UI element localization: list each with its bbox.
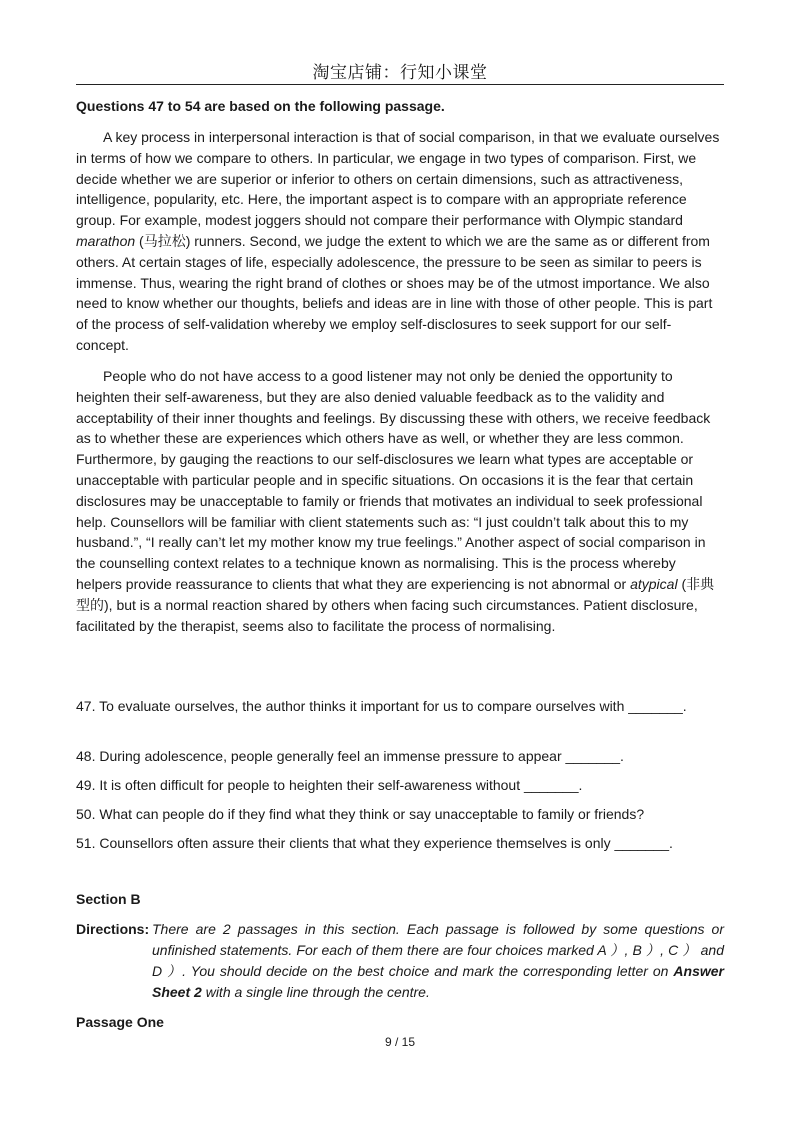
directions-block — [76, 919, 724, 1003]
directions-text — [152, 919, 724, 1003]
paragraph-2-text-before: People who do not have access to a good listener may not only be denied the opportunity to heighten their self-awareness, but they are also denied valuable feedback as to the validity and acceptability of their inner thoughts and feelings. By discussing these with others, we receive feedback as to whether these are experiences which others have as well, or whether they are less common. Furthermore, by gauging the reactions to our self-disclosures we learn what types are acceptable or unacceptable with particular people and in specific situations. On occasions it is the fear that certain disclosures may be unacceptable to family or friends that motivates an individual to seek professional help. Counsellors will be familiar with client statements such as: “I just couldn’t talk about this to my husband.”, “I really can’t let my mother know my true feelings.” Another aspect of social comparison in the counselling context relates to a technique known as normalising. This is the process whereby helpers provide reassurance to clients that what they are experiencing is not abnormal or — [76, 368, 711, 592]
passage-paragraph-2 — [76, 366, 724, 636]
question-49: 49. It is often difficult for people to heighten their self-awareness without _______. — [76, 777, 583, 793]
paragraph-2-text-after: (非典型的), but is a normal reaction shared by others when facing such circumstances. Patient disclosure, facilitated by the therapist, seems also to facilitate the process of normalising. — [76, 575, 715, 634]
paragraph-1-text-after: (马拉松) runners. Second, we judge the extent to which we are the same as or different from others. At certain stages of life, especially adolescence, the pressure to be seen as similar to peers is immense. Thus, wearing the right brand of clothes or shoes may be of the utmost importance. We also need to know whether our thoughts, beliefs and ideas are in line with those of other people. This is part of the process of self-validation whereby we employ self-disclosures to seek support for our self-concept. — [76, 232, 713, 353]
page-header-title: 淘宝店铺：行知小课堂 — [312, 63, 488, 82]
question-50: 50. What can people do if they find what they think or say unacceptable to family or friends? — [76, 806, 645, 822]
directions-text-before: There are 2 passages in this section. Each passage is followed by some questions or unfinished statements. For each of them there are four choices marked A ）, B ）, C ） and D ）. You should decide on the best choice and mark the corresponding letter on — [152, 921, 724, 979]
directions-label: Directions: — [76, 921, 150, 937]
section-b-heading: Section B — [76, 891, 141, 907]
page-number: 9 / 15 — [384, 1035, 416, 1049]
paragraph-2-italic-term: atypical — [630, 575, 678, 592]
question-51: 51. Counsellors often assure their clients that what they experience themselves is only _______. — [76, 835, 673, 851]
questions-heading: Questions 47 to 54 are based on the following passage. — [76, 98, 445, 114]
paragraph-1-italic-term: marathon — [76, 232, 136, 249]
header-divider — [76, 84, 724, 85]
passage-one-heading: Passage One — [76, 1014, 164, 1030]
question-47: 47. To evaluate ourselves, the author thinks it important for us to compare ourselves with _______. — [76, 698, 687, 714]
answer-sheet-reference: Answer Sheet 2 — [152, 963, 724, 1000]
question-48: 48. During adolescence, people generally feel an immense pressure to appear _______. — [76, 748, 624, 764]
directions-text-after: with a single line through the centre. — [201, 984, 430, 1000]
paragraph-1-text-before: A key process in interpersonal interaction is that of social comparison, in that we evaluate ourselves in terms of how we compare to others. In particular, we engage in two types of comparison. First, we decide whether we are superior or inferior to others on certain dimensions, such as attractiveness, intelligence, popularity, etc. Here, the important aspect is to compare with an appropriate reference group. For example, modest joggers should not compare their performance with Olympic standard — [76, 129, 720, 229]
passage-paragraph-1 — [76, 127, 724, 356]
